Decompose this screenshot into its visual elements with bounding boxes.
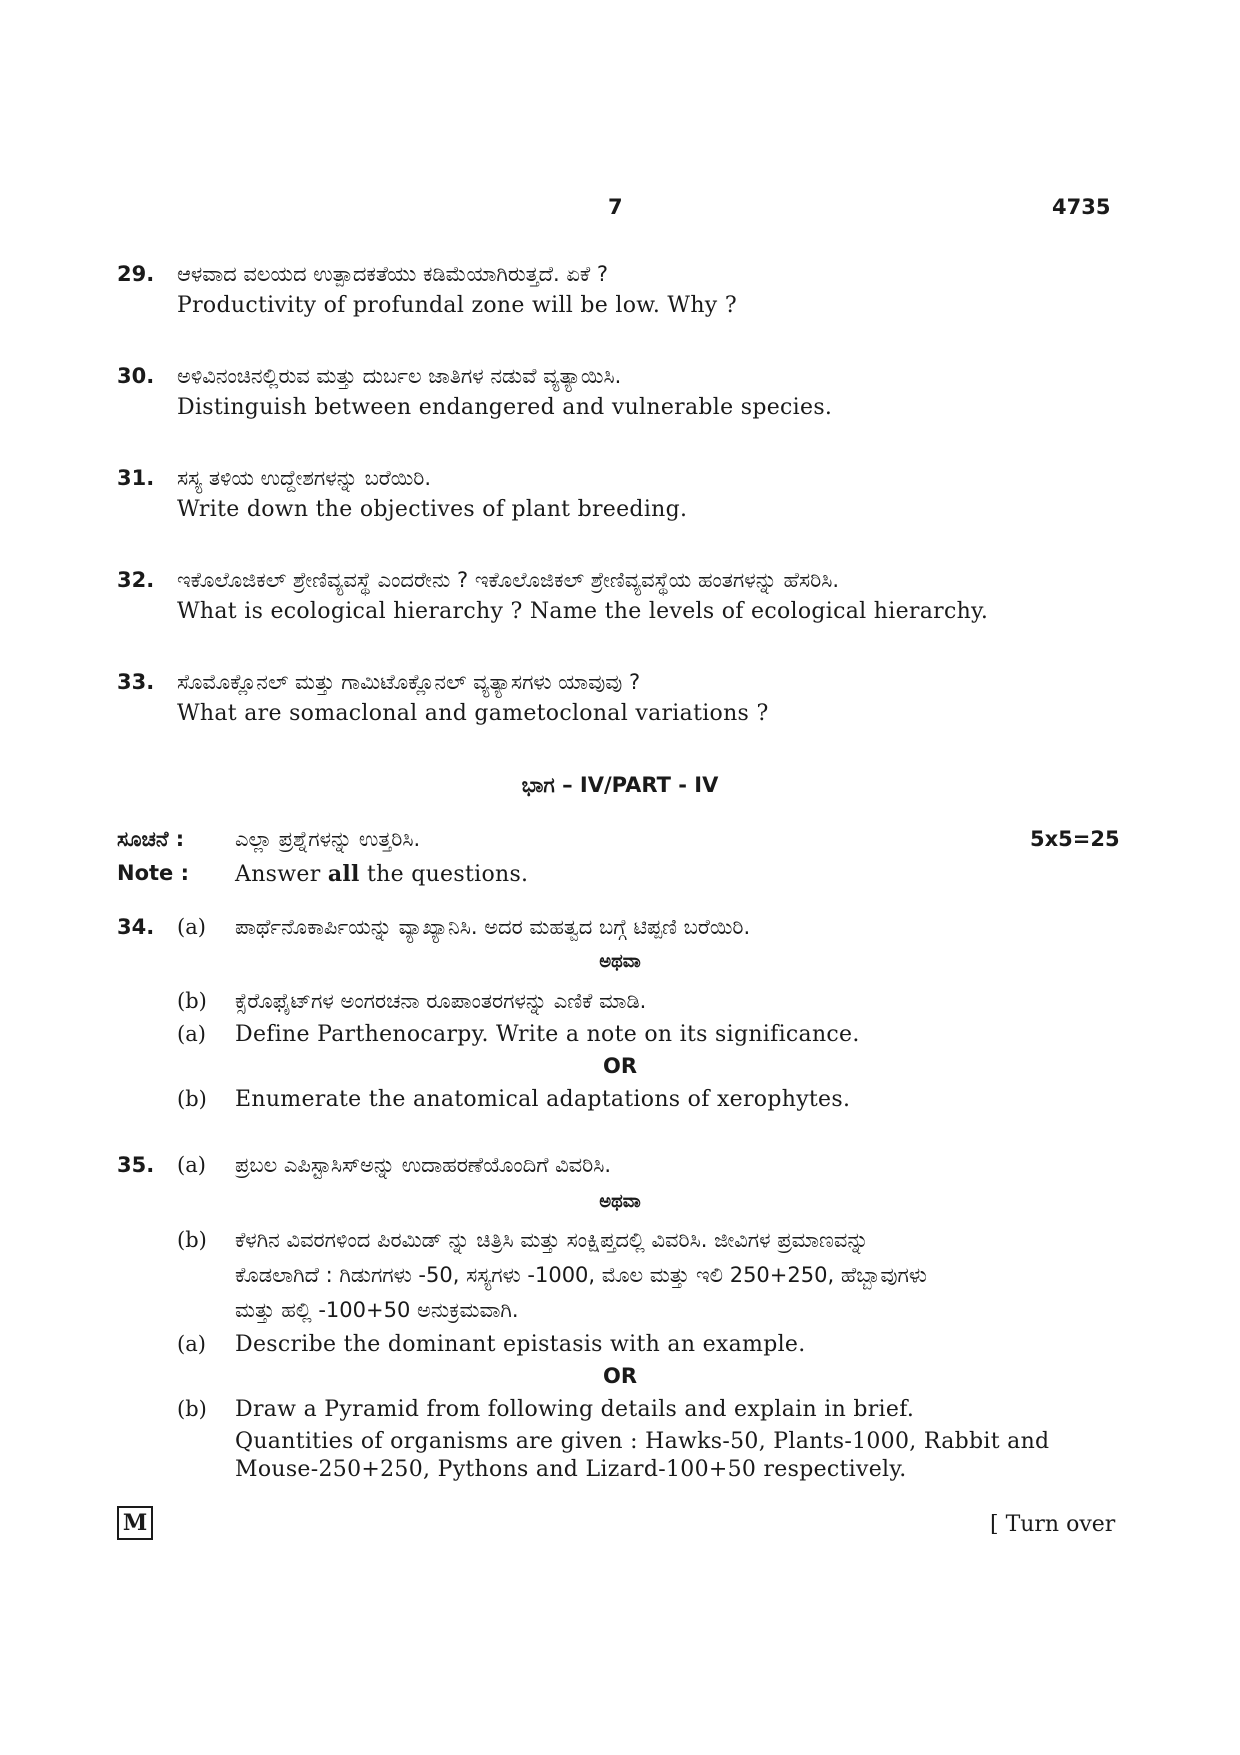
option-b-label: (b) <box>177 1397 207 1421</box>
question-text-kannada: ಸಸ್ಯ ತಳಿಯ ಉದ್ದೇಶಗಳನ್ನು ಬರೆಯಿರಿ. <box>177 466 432 490</box>
note-text-english: Answer all the questions. <box>235 861 529 887</box>
question-text-english: What are somaclonal and gametoclonal variations ? <box>177 701 769 726</box>
option-b-english: Enumerate the anatomical adaptations of xerophytes. <box>235 1087 851 1112</box>
question-number: 29. <box>117 262 155 286</box>
option-a-english: Describe the dominant epistasis with an example. <box>235 1332 806 1357</box>
or-kannada: ಅಥವಾ <box>599 1191 641 1212</box>
question-text-english: Write down the objectives of plant breeding. <box>177 497 688 522</box>
part-heading: ಭಾಗ – IV/PART - IV <box>521 773 719 797</box>
option-a-label: (a) <box>177 915 206 939</box>
question-text-kannada: ಇಕೊಲೊಜಿಕಲ್ ಶ್ರೇಣಿವ್ಯವಸ್ಥೆ ಎಂದರೇನು ? ಇಕೊಲೊಜಿಕಲ್ ಶ್ರೇಣಿವ್ಯವಸ್ಥೆಯ ಹಂತಗಳನ್ನು ಹೆಸರಿಸಿ. <box>177 568 840 592</box>
option-b-english-line: Mouse-250+250, Pythons and Lizard-100+50 respectively. <box>235 1457 907 1482</box>
page-number: 7 <box>608 195 623 219</box>
question-text-kannada: ಸೊಮೊಕ್ಲೊನಲ್ ಮತ್ತು ಗಾಮಿಟೊಕ್ಲೊನಲ್ ವ್ಯತ್ಯಾಸಗಳು ಯಾವುವು ? <box>177 670 641 694</box>
option-b-kannada-line: ಕೆಳಗಿನ ವಿವರಗಳಿಂದ ಪಿರಮಿಡ್ ನ್ನು ಚಿತ್ರಿಸಿ ಮತ್ತು ಸಂಕ್ಷಿಪ್ತದಲ್ಲಿ ವಿವರಿಸಿ. ಜೀವಿಗಳ ಪ್ರಮಾಣವನ್ನು <box>235 1228 869 1252</box>
medium-mark-box: M <box>117 1506 153 1540</box>
option-b-kannada-line: ಮತ್ತು ಹಲ್ಲಿ -100+50 ಅನುಕ್ರಮವಾಗಿ. <box>235 1298 519 1322</box>
or-english: OR <box>602 1364 638 1388</box>
question-number: 35. <box>117 1153 155 1177</box>
note-label-english: Note : <box>117 861 189 885</box>
option-b-english-line: Quantities of organisms are given : Hawks-50, Plants-1000, Rabbit and <box>235 1429 1050 1454</box>
option-a-label: (a) <box>177 1022 206 1046</box>
option-a-label: (a) <box>177 1332 206 1356</box>
note-label-kannada: ಸೂಚನೆ : <box>117 827 185 851</box>
marks-allocation: 5x5=25 <box>1030 827 1120 851</box>
question-text-kannada: ಆಳವಾದ ವಲಯದ ಉತ್ಪಾದಕತೆಯು ಕಡಿಮೆಯಾಗಿರುತ್ತದೆ. ಏಕೆ ? <box>177 262 608 286</box>
option-a-kannada: ಪ್ರಬಲ ಎಪಿಸ್ಟಾಸಿಸ್‌ಅನ್ನು ಉದಾಹರಣೆಯೊಂದಿಗೆ ವಿವರಿಸಿ. <box>235 1153 612 1177</box>
option-a-kannada: ಪಾರ್ಥೆನೊಕಾರ್ಪಿಯನ್ನು ವ್ಯಾಖ್ಯಾನಿಸಿ. ಅದರ ಮಹತ್ವದ ಬಗ್ಗೆ ಟಿಪ್ಪಣಿ ಬರೆಯಿರಿ. <box>235 915 751 939</box>
option-b-english-line: Draw a Pyramid from following details and explain in brief. <box>235 1397 915 1422</box>
option-b-kannada: ಕ್ಸೆರೊಫೈಟ್‌ಗಳ ಅಂಗರಚನಾ ರೂಪಾಂತರಗಳನ್ನು ಎಣಿಕೆ ಮಾಡಿ. <box>235 989 647 1013</box>
note-text-kannada: ಎಲ್ಲಾ ಪ್ರಶ್ನೆಗಳನ್ನು ಉತ್ತರಿಸಿ. <box>235 827 421 851</box>
question-number: 30. <box>117 364 155 388</box>
question-text-english: Distinguish between endangered and vulnerable species. <box>177 395 833 420</box>
turn-over-text: [ Turn over <box>990 1512 1116 1537</box>
question-text-english: What is ecological hierarchy ? Name the levels of ecological hierarchy. <box>177 599 989 624</box>
question-text-kannada: ಅಳಿವಿನಂಚಿನಲ್ಲಿರುವ ಮತ್ತು ದುರ್ಬಲ ಜಾತಿಗಳ ನಡುವೆ ವ್ಯತ್ಯಾಯಿಸಿ. <box>177 364 622 388</box>
option-b-label: (b) <box>177 1087 207 1111</box>
question-number: 34. <box>117 915 155 939</box>
option-b-label: (b) <box>177 989 207 1013</box>
or-english: OR <box>602 1054 638 1078</box>
question-number: 33. <box>117 670 155 694</box>
option-b-label: (b) <box>177 1228 207 1252</box>
question-text-english: Productivity of profundal zone will be low. Why ? <box>177 293 737 318</box>
option-a-label: (a) <box>177 1153 206 1177</box>
question-number: 31. <box>117 466 155 490</box>
paper-code: 4735 <box>1052 195 1111 219</box>
question-number: 32. <box>117 568 155 592</box>
option-a-english: Define Parthenocarpy. Write a note on its significance. <box>235 1022 860 1047</box>
option-b-kannada-line: ಕೊಡಲಾಗಿದೆ : ಗಿಡುಗಗಳು -50, ಸಸ್ಯಗಳು -1000, ಮೊಲ ಮತ್ತು ಇಲಿ 250+250, ಹೆಬ್ಬಾವುಗಳು <box>235 1263 927 1287</box>
or-kannada: ಅಥವಾ <box>599 951 641 972</box>
